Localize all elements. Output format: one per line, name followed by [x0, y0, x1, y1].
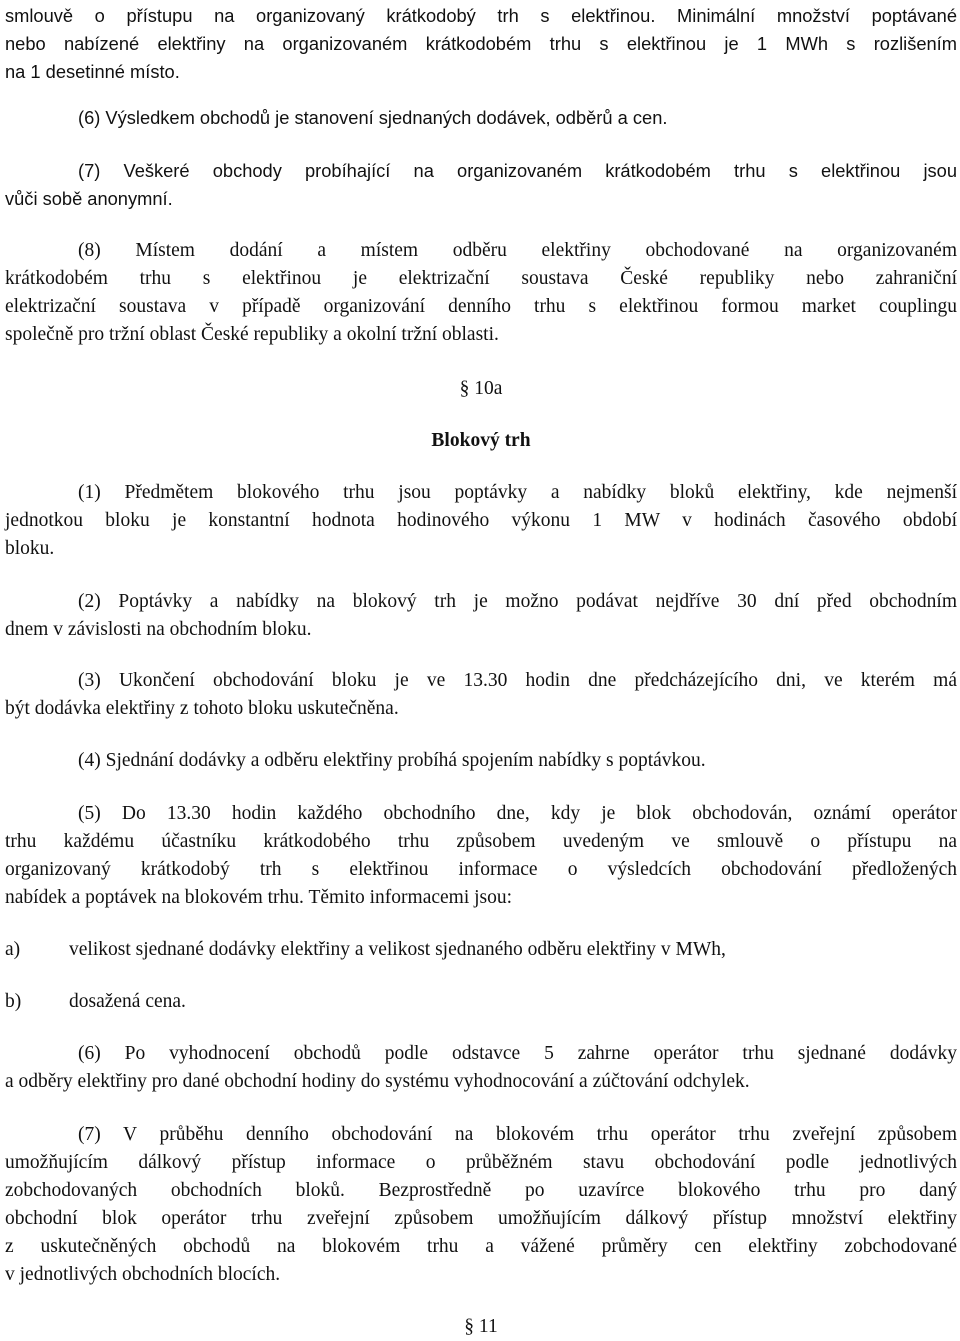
- subsection-5-line-2: trhu každému účastníku krátkodobého trhu způsobem uvedeným ve smlouvě o přístupu na: [5, 831, 957, 852]
- section-title: Blokový trh: [431, 430, 531, 451]
- paragraph-8-line-4: společně pro tržní oblast České republiky a okolní tržní oblasti.: [5, 324, 499, 345]
- paragraph-7-prev-line-2: vůči sobě anonymní.: [5, 188, 173, 209]
- list-marker: b): [5, 991, 22, 1012]
- subsection-2-line-1: (2) Poptávky a nabídky na blokový trh je možno podávat nejdříve 30 dní před obchodním: [78, 591, 957, 612]
- subsection-7-line-1: (7) V průběhu denního obchodování na blokovém trhu operátor trhu zveřejní způsobem: [78, 1124, 957, 1145]
- continuation-line-1: smlouvě o přístupu na organizovaný krátkodobý trh s elektřinou. Minimální množství poptávané: [5, 5, 957, 26]
- list-item: [5, 936, 957, 964]
- subsection-1-line-2: jednotkou bloku je konstantní hodnota hodinového výkonu 1 MW v hodinách časového období: [5, 510, 957, 531]
- subsection-7-line-5: z uskutečněných obchodů na blokovém trhu a vážené průměry cen elektřiny zobchodované: [5, 1236, 957, 1257]
- list-item-text: velikost sjednané dodávky elektřiny a velikost sjednaného odběru elektřiny v MWh,: [69, 939, 726, 960]
- paragraph-6-prev: (6) Výsledkem obchodů je stanovení sjednaných dodávek, odběrů a cen.: [78, 107, 668, 128]
- continuation-line-2: nebo nabízené elektřiny na organizovaném krátkodobém trhu s elektřinou je 1 MWh s rozlišením: [5, 33, 957, 54]
- paragraph-8-line-3: elektrizační soustava v případě organizování denního trhu s elektřinou formou market couplingu: [5, 296, 957, 317]
- continuation-line-3: na 1 desetinné místo.: [5, 61, 180, 82]
- list-marker: a): [5, 939, 21, 960]
- subsection-3-line-2: být dodávka elektřiny z tohoto bloku uskutečněna.: [5, 698, 399, 719]
- subsection-1-line-3: bloku.: [5, 538, 55, 559]
- subsection-2-line-2: dnem v závislosti na obchodním bloku.: [5, 619, 312, 640]
- next-section-number: § 11: [464, 1316, 498, 1337]
- document-page: [5, 0, 957, 1340]
- subsection-7-line-3: zobchodovaných obchodních bloků. Bezprostředně po uzavírce blokového trhu pro daný: [5, 1180, 957, 1201]
- subsection-3-line-1: (3) Ukončení obchodování bloku je ve 13.30 hodin dne předcházejícího dni, ve kterém má: [78, 670, 957, 691]
- section-number: § 10a: [459, 378, 503, 399]
- subsection-7-line-4: obchodní blok operátor trhu zveřejní způsobem umožňujícím dálkový přístup množství elektřiny: [5, 1208, 957, 1229]
- list-item: [5, 988, 957, 1016]
- subsection-5-line-1: (5) Do 13.30 hodin každého obchodního dne, kdy je blok obchodován, oznámí operátor: [78, 803, 957, 824]
- subsection-6-line-2: a odběry elektřiny pro dané obchodní hodiny do systému vyhodnocování a zúčtování odchylek.: [5, 1071, 750, 1092]
- list-item-text: dosažená cena.: [69, 991, 186, 1012]
- paragraph-8-line-2: krátkodobém trhu s elektřinou je elektrizační soustava České republiky nebo zahraniční: [5, 268, 957, 289]
- subsection-7-line-6: v jednotlivých obchodních blocích.: [5, 1264, 281, 1285]
- subsection-5-line-3: organizovaný krátkodobý trh s elektřinou informace o výsledcích obchodování předložených: [5, 859, 957, 880]
- paragraph-7-prev-line-1: (7) Veškeré obchody probíhající na organizovaném krátkodobém trhu s elektřinou jsou: [78, 160, 957, 181]
- subsection-5-line-4: nabídek a poptávek na blokovém trhu. Těmito informacemi jsou:: [5, 887, 513, 908]
- subsection-6-line-1: (6) Po vyhodnocení obchodů podle odstavce 5 zahrne operátor trhu sjednané dodávky: [78, 1043, 957, 1064]
- subsection-1-line-1: (1) Předmětem blokového trhu jsou poptávky a nabídky bloků elektřiny, kde nejmenší: [78, 482, 957, 503]
- subsection-7-line-2: umožňujícím dálkový přístup informace o průběžném stavu obchodování podle jednotlivých: [5, 1152, 957, 1173]
- subsection-4-line-1: (4) Sjednání dodávky a odběru elektřiny probíhá spojením nabídky s poptávkou.: [78, 750, 706, 771]
- paragraph-8-line-1: (8) Místem dodání a místem odběru elektřiny obchodované na organizovaném: [78, 240, 957, 261]
